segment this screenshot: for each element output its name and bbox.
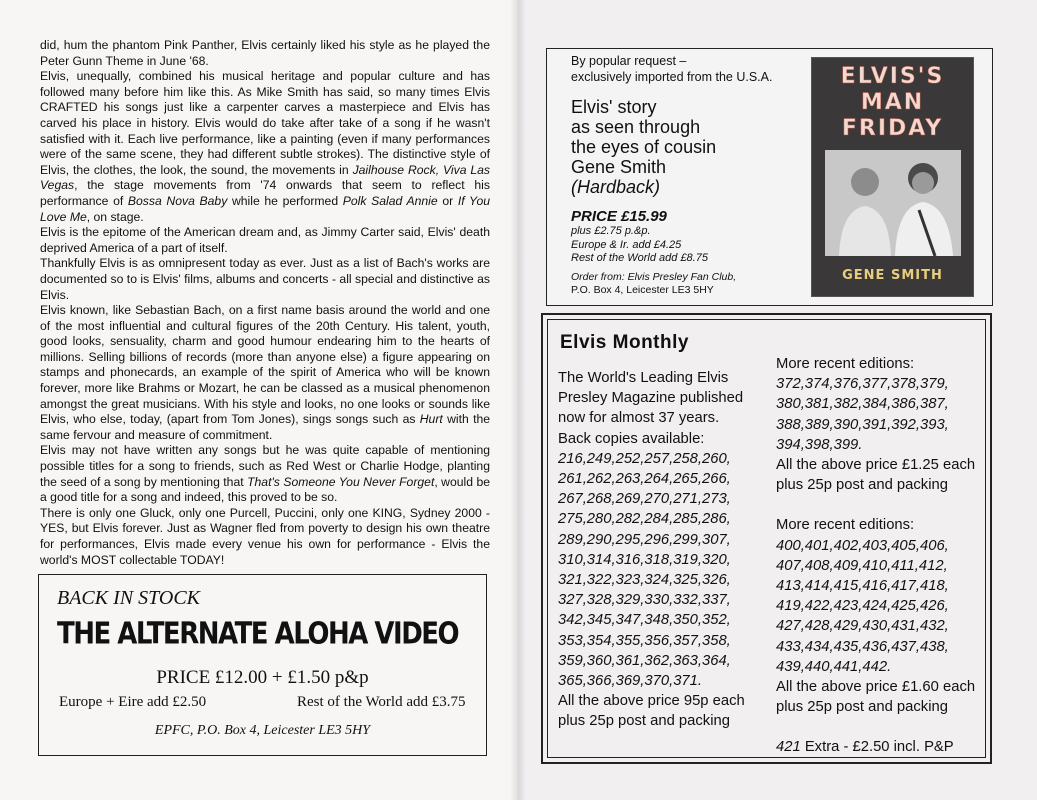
article-text <box>40 38 490 568</box>
recent-editions-label: More recent editions: <box>776 356 915 372</box>
text-run: while he performed <box>227 193 343 208</box>
paragraph-3: Elvis is the epitome of the American dream and, as Jimmy Carter said, Elvis' death deprived America of a part of itself. <box>40 225 490 255</box>
request-line: By popular request – <box>571 54 687 68</box>
monthly-intro: The World's Leading Elvis Presley Magazine published now for almost 37 years. <box>558 370 744 427</box>
book-postage <box>571 225 708 266</box>
cover-title-line: MAN <box>860 90 925 115</box>
paragraph-1: did, hum the phantom Pink Panther, Elvis certainly liked his style as he played the Peter Gunn Theme in June '68. <box>40 38 490 68</box>
cover-title-line: ELVIS'S <box>840 64 945 89</box>
book-price: PRICE £15.99 <box>571 208 667 225</box>
aloha-world-postage: Rest of the World add £3.75 <box>297 694 466 710</box>
back-in-stock-label: BACK IN STOCK <box>57 587 200 609</box>
extra-issue-text: Extra - £2.50 incl. P&P <box>800 739 954 756</box>
request-line: exclusively imported from the U.S.A. <box>571 70 773 84</box>
paragraph-2 <box>40 69 490 225</box>
song-title: Hurt <box>419 412 443 427</box>
elvis-monthly-ad <box>541 313 992 764</box>
text-run: , would be a good title for a song and indeed, this proved to be so. <box>40 474 491 505</box>
aloha-price: PRICE £12.00 + £1.50 p&p <box>156 667 369 688</box>
song-title: Polk Salad Annie <box>342 193 438 208</box>
postage-line: plus £2.75 p.&p. <box>571 225 651 237</box>
book-ad <box>546 48 993 306</box>
story-line: as seen through <box>571 117 701 137</box>
song-title: Bossa Nova Baby <box>127 193 228 208</box>
page-gutter <box>510 0 526 800</box>
order-line: Order from: Elvis Presley Fan Club, <box>571 271 737 283</box>
recent-editions-list: 400,401,402,403,405,406, 407,408,409,410,411,412, 413,414,415,416,417,418, 419,422,423,424,425,426, 427,428,429,430,431,432, 433,434,435,436,437,438, 439,440,441,442. <box>776 537 949 675</box>
aloha-video-title: THE ALTERNATE ALOHA VIDEO <box>57 617 459 652</box>
back-copies-list: 216,249,252,257,258,260, 261,262,263,264,265,266, 267,268,269,270,271,273, 275,280,282,284,285,286, 289,290,295,296,299,307, 310,314,316,318,319,320, 321,322,323,324,325,326, 327,328,329,330,332,337, 342,345,347,348,350,352, 353,354,355,356,357,358, 359,360,361,362,363,364, 365,366,369,370,371. <box>558 450 731 690</box>
story-line: Elvis' story <box>571 97 657 117</box>
paragraph-7: There is only one Gluck, only one Purcell, Puccini, only one KING, Sydney 2000 - YES, but Elvis forever. Just as Wagner fled from poverty to design his own theatre for performances, Elvis made every venue his own for performance - Elvis the world's MOST collectable TODAY! <box>40 505 490 567</box>
recent-editions-price: All the above price £1.25 each plus 25p post and packing <box>776 457 976 494</box>
book-description <box>571 97 716 197</box>
film-titles: Jailhouse Rock, Viva Las Vegas <box>40 162 491 193</box>
text-run: or <box>437 193 458 208</box>
paragraph-4: Thankfully Elvis is as omnipresent today as ever. Just as a list of Bach's works are documented so to is Elvis' films, albums and concerts - all special and distinctive as Elvis. <box>40 256 490 302</box>
recent-editions-price: All the above price £1.60 each plus 25p post and packing <box>776 679 976 716</box>
postage-line: Rest of the World add £8.75 <box>571 252 708 264</box>
cover-photo-figures <box>825 150 961 256</box>
text-run: Elvis, unequally, combined his musical heritage and popular culture and has followed many before him like this. As Mike Smith has said, so many times Elvis CRAFTED his songs just like a carpenter carves a masterpiece and Elvis has carved his place in history. Elvis would do take after take of a song if he wasn't satisfied with it. Each live performance, like a painting (even if many performances were of the same scene, they had different subtle strokes). The distinctive style of Elvis, the clothes, the look, the sound, the movements in <box>40 69 490 177</box>
back-copies-price: All the above price 95p each plus 25p post and packing <box>558 693 745 730</box>
book-order-address <box>571 271 736 297</box>
recent-editions-list: 372,374,376,377,378,379, 380,381,382,384,386,387, 388,389,390,391,392,393, 394,398,399. <box>776 376 949 453</box>
monthly-inner-frame <box>547 319 986 758</box>
cover-title <box>812 64 973 142</box>
monthly-left-column <box>558 368 770 732</box>
cover-title-line: FRIDAY <box>841 116 944 141</box>
aloha-europe-postage: Europe + Eire add £2.50 <box>59 694 207 710</box>
spacer <box>776 717 988 737</box>
song-title: If You Love Me <box>40 193 491 224</box>
monthly-right-column <box>776 354 988 758</box>
song-title: That's Someone You Never Forget <box>247 474 435 489</box>
monthly-title: Elvis Monthly <box>560 332 689 353</box>
text-run: with the same fervour and measure of commitment. <box>40 412 491 442</box>
extra-issue-number: 421 <box>776 739 801 756</box>
recent-editions-label: More recent editions: <box>776 517 915 534</box>
story-line: (Hardback) <box>571 177 661 197</box>
text-run: , on stage. <box>86 209 144 224</box>
story-line: Gene Smith <box>571 157 667 177</box>
postage-line: Europe & Ir. add £4.25 <box>571 238 682 251</box>
cover-photo <box>825 150 961 256</box>
paragraph-6 <box>40 443 490 505</box>
book-cover-image <box>811 57 974 297</box>
story-line: the eyes of cousin <box>571 137 717 157</box>
back-copies-label: Back copies available: <box>558 430 705 447</box>
book-request-text <box>571 53 772 85</box>
text-run: , the stage movements from '74 onwards that seem to reflect his performance of <box>40 178 490 208</box>
cover-author: GENE SMITH <box>842 268 943 283</box>
left-page <box>0 0 518 800</box>
order-line: P.O. Box 4, Leicester LE3 5HY <box>571 284 714 296</box>
aloha-address: EPFC, P.O. Box 4, Leicester LE3 5HY <box>154 723 371 738</box>
spacer <box>776 495 988 515</box>
extra-issue-line <box>776 737 988 757</box>
text-run: Elvis known, like Sebastian Bach, on a first name basis around the world and one of the most influential and cultural figures of the 20th Century. His talent, youth, good looks, sensuality, charm and good humour endearing him to the hearts of millions. Selling billions of records (more than anyone else) a figure appearing on stamps and phonecards, an example of the spirit of America who will be known forever, more like Brahms or Mozart, he can be classed as a musical phenomenon amongst the great musicians. With his style and looks, no one looks or sounds like Elvis, who else, today, (apart from Tom Jones), sings songs such as <box>40 303 490 427</box>
text-run: Elvis may not have written any songs but he was quite capable of mentioning possible titles for a song to friends, such as Red West or Charlie Hodge, planting the seed of a song by mentioning that <box>40 443 490 489</box>
aloha-video-ad <box>38 574 487 756</box>
paragraph-5 <box>40 303 490 443</box>
